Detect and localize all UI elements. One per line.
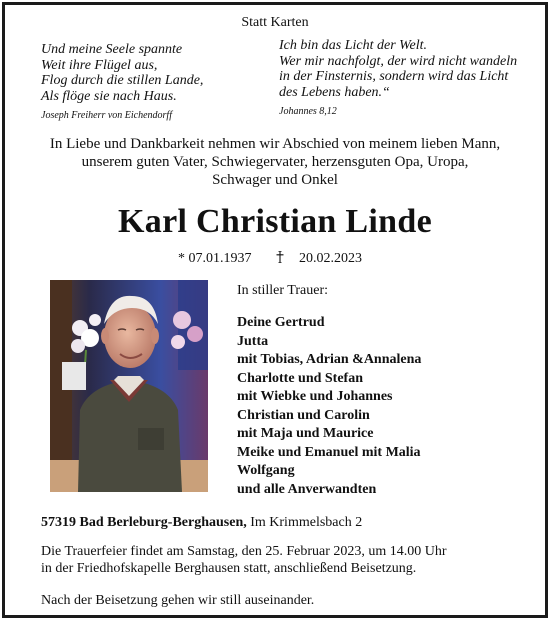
poem-left [41,42,271,122]
death-date-group [275,250,372,267]
portrait-image [50,280,208,492]
mourner-entry: Jutta [237,333,269,349]
mourner-entry: Deine Gertrud [237,315,325,330]
poem-line: Als flöge sie nach Haus. [41,88,177,104]
ceremony-info [41,544,521,577]
intro-text [5,135,545,189]
mourners-list [237,314,421,499]
intro-line: unserem guten Vater, Schwiegervater, herzensguten Opa, Uropa, [81,154,469,170]
poem-attribution: Johannes 8,12 [279,106,337,117]
obituary-card [2,2,548,618]
portrait-photo [50,280,208,492]
poem-line: in der Finsternis, sondern wird das Licht [279,69,509,84]
intro-line: Schwager und Onkel [212,172,338,188]
mourner-entry: mit Maja und Maurice [237,426,374,441]
mourner-entry: Wolfgang [237,463,295,478]
poem-line: Weit ihre Flügel aus, [41,57,158,73]
family-address [41,515,362,531]
header-note: Statt Karten [241,15,309,30]
mourner-entry: mit Wiebke und Johannes [237,389,393,404]
poem-line: Flog durch die stillen Lande, [41,73,204,88]
cross-icon [275,251,285,263]
closing-note: Nach der Beisetzung gehen wir still auseinander. [41,593,315,608]
mourner-entry: Charlotte und Stefan [237,370,364,386]
poem-attribution: Joseph Freiherr von Eichendorff [41,110,172,121]
address-city: 57319 Bad Berleburg-Berghausen, [41,515,247,530]
mourner-entry: mit Tobias, Adrian &Annalena [237,352,422,367]
mourning-label: In stiller Trauer: [237,283,328,298]
poem-line: des Lebens haben.“ [279,84,390,100]
life-dates [5,250,545,267]
deceased-name: Karl Christian Linde [118,203,432,240]
mourner-entry: Meike und Emanuel mit Malia [237,444,421,460]
mourner-entry: und alle Anverwandten [237,481,377,497]
poem-line: Und meine Seele spannte [41,42,183,57]
ceremony-line: Die Trauerfeier findet am Samstag, den 25. Februar 2023, um 14.00 Uhr [41,544,447,559]
poem-line: Wer mir nachfolgt, der wird nicht wandeln [279,53,518,69]
death-date: 20.02.2023 [299,251,362,266]
birth-date: * 07.01.1937 [178,251,252,266]
intro-line: In Liebe und Dankbarkeit nehmen wir Abschied von meinem lieben Mann, [49,136,501,152]
poem-line: Ich bin das Licht der Welt. [279,38,428,53]
poem-right [279,38,541,118]
mourner-entry: Christian und Carolin [237,407,370,423]
ceremony-line: in der Friedhofskapelle Berghausen statt, anschließend Beisetzung. [41,560,417,576]
address-street: Im Krimmelsbach 2 [250,515,363,530]
